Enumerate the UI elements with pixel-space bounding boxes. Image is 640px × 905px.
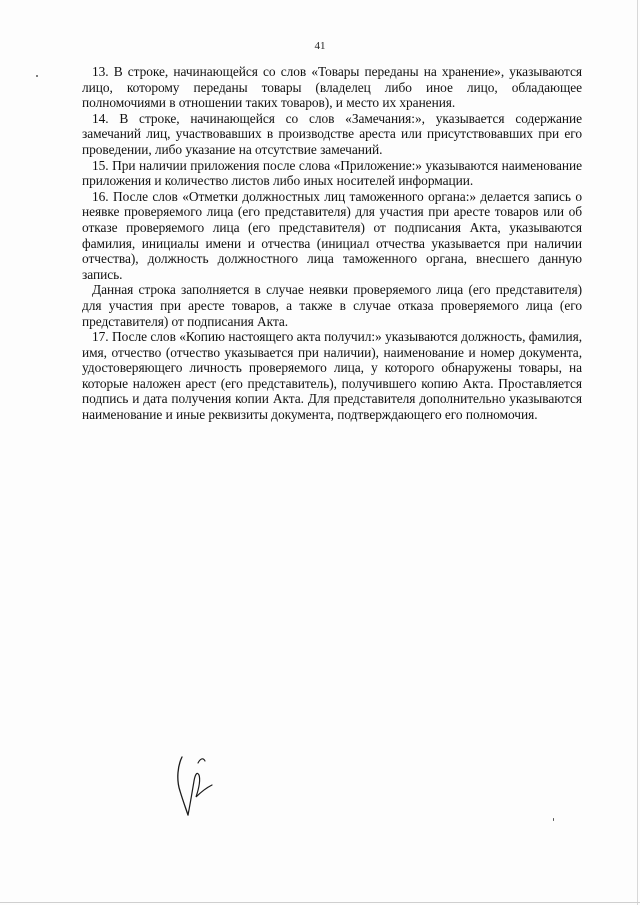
scan-edge xyxy=(637,0,638,905)
scan-speck xyxy=(36,75,38,77)
page-number: 41 xyxy=(314,40,326,52)
scan-edge-bottom xyxy=(0,902,640,903)
scan-speck xyxy=(553,818,554,821)
paragraph-15: 15. При наличии приложения после слова «Приложение:» указываются наименование приложения и количество листов либо иных носителей информации. xyxy=(82,157,582,189)
handwritten-signature xyxy=(172,745,232,820)
paragraph-16-note: Данная строка заполняется в случае неявки проверяемого лица (его представителя) для участия при аресте товаров, а также в случае отказа проверяемого лица (его представителя) от подписания Акта. xyxy=(82,282,582,329)
paragraph-14: 14. В строке, начинающейся со слов «Замечания:», указывается содержание замечаний лиц, участвовавших в производстве ареста или присутствовавших при его проведении, либо указание на отсутствие замечаний. xyxy=(82,110,582,157)
paragraph-16: 16. После слов «Отметки должностных лиц таможенного органа:» делается запись о неявке проверяемого лица (его представителя) для участия при аресте товаров или об отказе проверяемого лица (его представителя) от подписания Акта, указываются фамилия, инициалы имени и отчества (инициал отчества указывается при наличии отчества), должность должностного лица таможенного органа, внесшего данную запись. xyxy=(82,188,582,282)
document-body xyxy=(82,64,582,423)
paragraph-17: 17. После слов «Копию настоящего акта получил:» указываются должность, фамилия, имя, отчество (отчество указывается при наличии), наименование и номер документа, удостоверяющего личность проверяемого лица, у которого обнаружены товары, на которые наложен арест (его представитель), получившего копию Акта. Проставляется подпись и дата получения копии Акта. Для представителя дополнительно указываются наименование и иные реквизиты документа, подтверждающего его полномочия. xyxy=(82,329,582,423)
paragraph-13: 13. В строке, начинающейся со слов «Товары переданы на хранение», указываются лицо, которому переданы товары (владелец либо иное лицо, обладающее полномочиями в отношении таких товаров), и место их хранения. xyxy=(82,64,582,111)
